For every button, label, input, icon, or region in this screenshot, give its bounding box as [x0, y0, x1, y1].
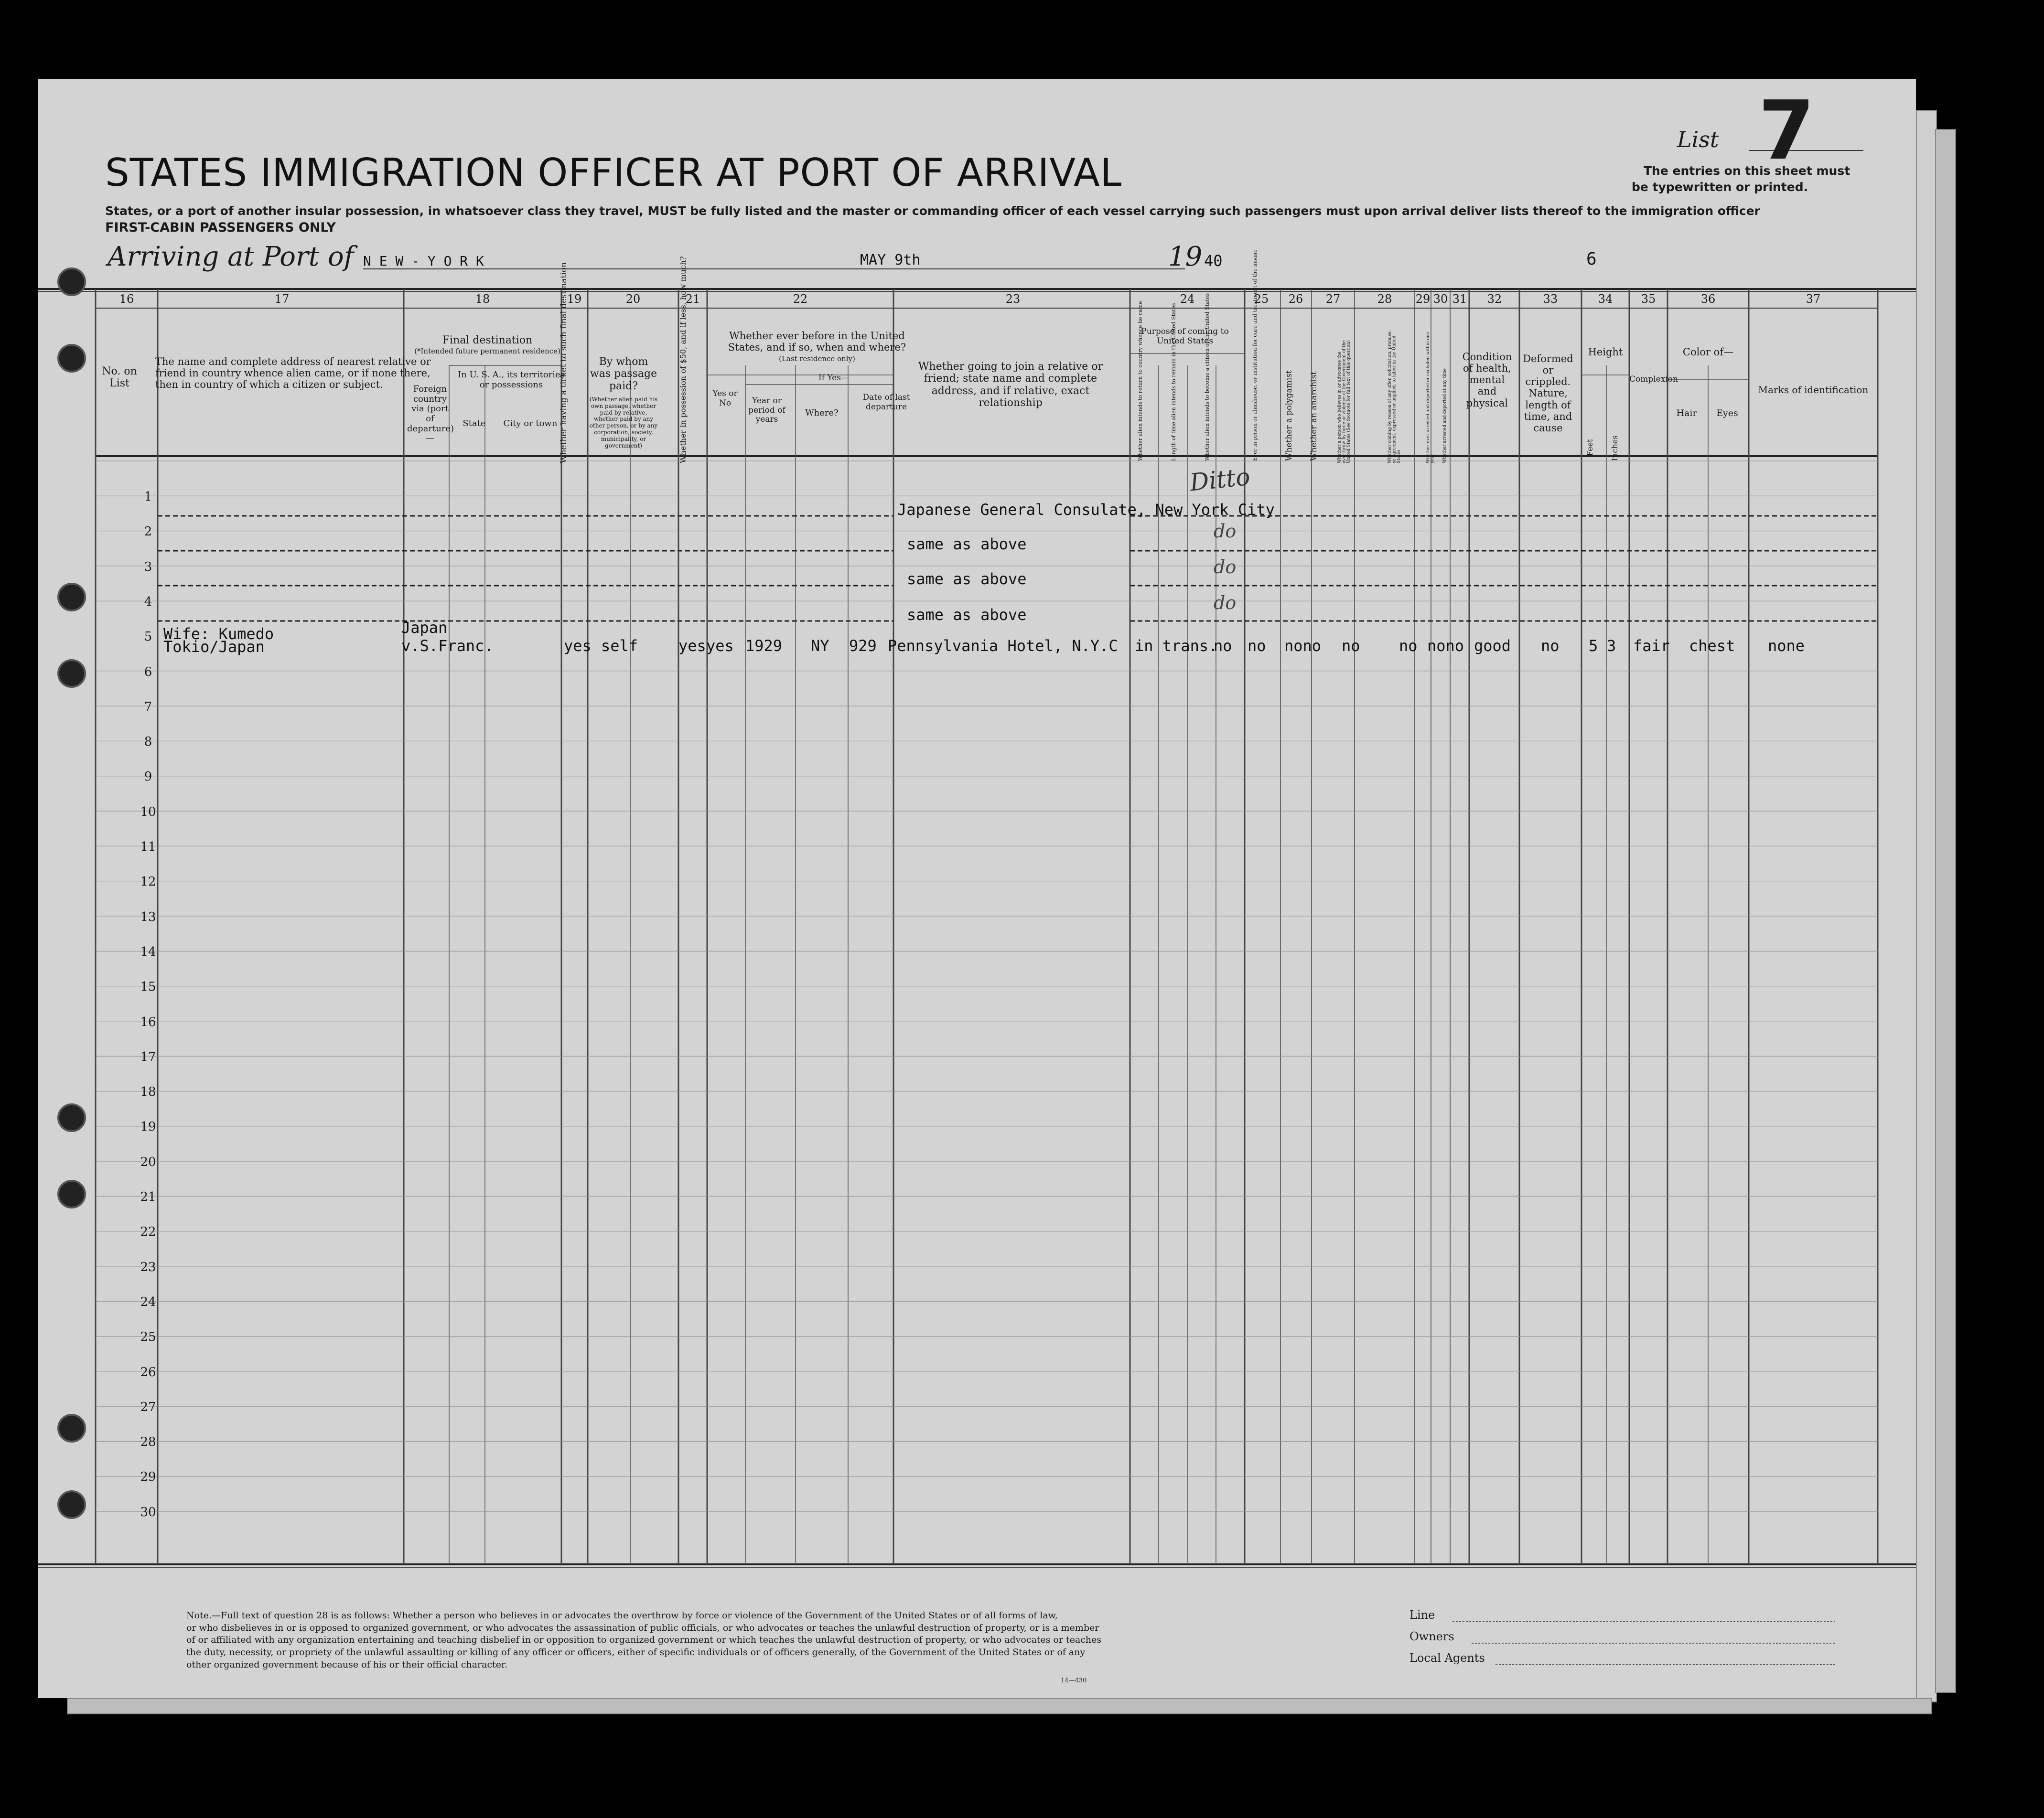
row5-departure: 929: [849, 637, 877, 655]
header-hair: Hair: [1676, 408, 1697, 418]
row-number: 26: [140, 1365, 156, 1380]
row5-health: good: [1474, 637, 1511, 655]
row4-join: same as above: [907, 606, 1027, 624]
row1-join: Japanese General Consulate, New York City: [897, 501, 1275, 519]
binder-hole: [57, 1414, 86, 1443]
column-number: 21: [685, 292, 700, 306]
column-number: 20: [625, 292, 641, 306]
header-city: City or town: [503, 418, 558, 428]
row-number: 12: [140, 875, 156, 889]
header-eyes: Eyes: [1716, 408, 1738, 418]
header-polygamist: Whether a polygamist: [1284, 370, 1294, 461]
column-number: 30: [1433, 292, 1448, 306]
header-nearest-relative: The name and complete address of nearest relative or friend in country whence alien came, or if none there, then in country of which a citizen or subject.: [155, 356, 431, 391]
column-number: 27: [1325, 292, 1341, 306]
header-anarchist: Whether an anarchist: [1309, 371, 1319, 461]
column-number: 32: [1487, 292, 1502, 306]
row-number: 16: [140, 1015, 156, 1029]
row-number: 10: [140, 804, 156, 819]
form-title: STATES IMMIGRATION OFFICER AT PORT OF ARRIVAL: [105, 150, 1122, 195]
header-ever-before: Whether ever before in the United States, and if so, when and where?: [728, 330, 906, 353]
header-deformed: Deformed or crippled. Nature, length of time, and cause: [1523, 353, 1573, 434]
header-purpose-length: Length of time alien intends to remain in the United States: [1171, 303, 1177, 461]
column-number: 35: [1641, 292, 1656, 306]
line-label: Line: [1409, 1608, 1435, 1622]
footnote-line: of or affiliated with any organization entertaining and teaching disbelief in or opposition to organized government or which teaches the unlawful destruction of property, or who advocates or teaches: [186, 1635, 1102, 1646]
row-number: 30: [140, 1505, 156, 1519]
port-value: N E W - Y O R K: [363, 253, 484, 269]
row5-purpose: in trans.: [1135, 637, 1218, 655]
column-number: 36: [1700, 292, 1716, 306]
row-number: 2: [144, 524, 152, 539]
column-number: 28: [1377, 292, 1392, 306]
column-number: 33: [1543, 292, 1558, 306]
footnote-line: Note.—Full text of question 28 is as follows: Whether a person who believes in or advocates the overthrow by force or violence of the Government of the United States or of all forms of law,: [186, 1610, 1058, 1621]
row5-complexion: fair: [1633, 637, 1670, 655]
row-number: 11: [140, 840, 156, 854]
column-number: 34: [1598, 292, 1613, 306]
form-number: 14—430: [1061, 1677, 1087, 1684]
header-in-usa: In U. S. A., its territories or possessions: [458, 370, 565, 390]
row3-join: same as above: [907, 570, 1027, 588]
row5-labor-offer: no: [1399, 637, 1418, 655]
header-health: Condition of health, mental and physical: [1462, 351, 1512, 409]
row-number: 17: [140, 1049, 156, 1064]
header-foreign-country: Foreign country via (port of departure)—: [407, 384, 454, 444]
header-final-destination: Final destination: [442, 334, 533, 346]
row5-anarchist: nono: [1284, 637, 1322, 655]
row-number: 7: [144, 699, 152, 714]
binder-hole: [57, 1180, 86, 1208]
manifest-sheet: [38, 79, 1916, 1698]
column-number: 37: [1806, 292, 1821, 306]
row5-deformed: no: [1541, 637, 1560, 655]
header-year-period: Year or period of years: [748, 396, 785, 425]
row-number: 22: [140, 1225, 156, 1240]
header-complexion: Complexion: [1629, 374, 1678, 384]
header-join-relative: Whether going to join a relative or friend; state name and complete address, and if relative, exact relationship: [918, 361, 1103, 409]
class-line: FIRST-CABIN PASSENGERS ONLY: [105, 220, 336, 235]
typewritten-note-1: The entries on this sheet must: [1644, 164, 1850, 178]
row5-marks: none: [1768, 637, 1805, 655]
row5-destination-2: v.S.Franc.: [401, 637, 494, 655]
header-passage-paid: By whom was passage paid?: [590, 356, 657, 392]
header-purpose: Purpose of coming to United States: [1141, 327, 1229, 346]
row5-feet: 5: [1589, 637, 1598, 655]
list-number: 7: [1758, 84, 1815, 178]
row5-inches: 3: [1607, 637, 1616, 655]
header-yes-no: Yes or No: [712, 389, 738, 408]
binder-hole: [57, 583, 86, 611]
header-purpose-return: Whether alien intends to return to country whence he came: [1137, 301, 1143, 461]
header-state: State: [463, 418, 486, 428]
row5-where: NY: [811, 637, 829, 655]
header-no-on-list: No. on List: [102, 365, 137, 390]
column-number: 23: [1005, 292, 1021, 306]
row5-deported: nono: [1427, 637, 1464, 655]
row-number: 25: [140, 1330, 156, 1345]
row5-destination-1: Japan: [401, 619, 448, 637]
row5-polygamist: no: [1248, 637, 1266, 655]
row-number: 18: [140, 1085, 156, 1100]
row-number: 5: [144, 630, 152, 644]
row5-overthrow: no: [1342, 637, 1360, 655]
binder-hole: [57, 659, 86, 688]
typewritten-note-2: be typewritten or printed.: [1632, 180, 1808, 194]
header-feet: Feet: [1585, 439, 1594, 456]
header-inches: Inches: [1610, 435, 1619, 461]
header-if-yes: If Yes—: [818, 373, 849, 383]
header-ever-before-sub: (Last residence only): [779, 354, 855, 363]
ditto-mark: do: [1214, 592, 1237, 613]
year-prefix: 19: [1168, 241, 1203, 272]
column-number: 17: [274, 292, 290, 306]
binder-hole: [57, 1490, 86, 1519]
row-number: 29: [140, 1470, 156, 1485]
ditto-mark: do: [1214, 556, 1237, 577]
row5-year: 1929: [745, 637, 783, 655]
row-number: 27: [140, 1400, 156, 1414]
footnote-line: or who disbelieves in or is opposed to organized government, or who advocates the assassination of public officials, or who advocates or teaches the unlawful destruction of property, or is a member: [186, 1622, 1099, 1633]
row-number: 23: [140, 1260, 156, 1274]
header-ticket: Whether having a ticket to such final destination: [559, 262, 569, 463]
header-overthrow: Whether a person who believes in or advocates the overthrow by force or violence of the Government of the United States (See footnote for full text of this question): [1337, 340, 1351, 463]
page-stack-edge: [1916, 110, 1937, 1702]
binder-hole: [57, 267, 86, 296]
row-number: 19: [140, 1120, 156, 1134]
row-number: 8: [144, 735, 152, 749]
arriving-label: Arriving at Port of: [108, 241, 354, 272]
footnote-line: the duty, necessity, or propriety of the unlawful assaulting or killing of any officer or officers, either of specific individuals or of officers generally, of the Government of the United States or of any: [186, 1647, 1086, 1658]
header-final-destination-sub: (*Intended future permanent residence): [414, 347, 560, 355]
year-suffix: 40: [1204, 252, 1223, 270]
row5-before-yes: yes: [706, 637, 734, 655]
header-last-departure: Date of last departure: [862, 393, 910, 412]
row-number: 13: [140, 909, 156, 924]
row1-handwritten-ditto: Ditto: [1188, 462, 1252, 497]
row-number: 6: [144, 664, 152, 679]
header-deported-year: Whether ever arrested and deported or excluded within one year: [1426, 332, 1435, 463]
header-prison: Ever in prison or almshouse, or institution for care and treatment of the insane: [1252, 249, 1258, 461]
column-number: 24: [1180, 292, 1195, 306]
column-number: 31: [1452, 292, 1467, 306]
footnote: [186, 1610, 1285, 1671]
instruction-line: States, or a port of another insular possession, in whatsoever class they travel, MUST be fully listed and the master or commanding officer of each vessel carrying such passengers must upon arrival deliver lists thereof to the immigration officer: [105, 204, 1761, 218]
list-label: List: [1677, 127, 1719, 152]
page-stack-edge: [1935, 129, 1956, 1693]
header-color: Color of—: [1682, 346, 1734, 358]
row5-prison: no: [1214, 637, 1232, 655]
column-number: 16: [119, 292, 134, 306]
row-number: 3: [144, 559, 152, 574]
row5-hair-eyes: chest: [1689, 637, 1735, 655]
row-number: 9: [144, 770, 152, 784]
row-number: 14: [140, 944, 156, 959]
arrival-date: MAY 9th: [860, 252, 921, 268]
binder-hole: [57, 344, 86, 373]
column-number: 26: [1288, 292, 1303, 306]
row5-join: Pennsylvania Hotel, N.Y.C: [888, 637, 1118, 655]
column-number: 25: [1254, 292, 1269, 306]
header-fifty-dollars: Whether in possession of $50, and if less, how much?: [678, 256, 688, 463]
form-grid: [38, 79, 1916, 1698]
column-number: 29: [1415, 292, 1431, 306]
local-agents-label: Local Agents: [1409, 1651, 1485, 1665]
row5-ticket: yes: [564, 637, 592, 655]
page-stack-edge: [67, 1698, 1932, 1714]
row-number: 21: [140, 1190, 156, 1204]
header-deported-any: Whether arrested and deported at any time: [1442, 368, 1447, 463]
column-number: 18: [475, 292, 490, 306]
row5-relative-1: Wife: Kumedo: [163, 625, 274, 643]
ditto-mark: do: [1214, 521, 1237, 542]
header-labor-offer: Whether coming by reason of any offer, solicitation, promise, or agreement, expressed or implied, to labor in the United States: [1388, 330, 1401, 463]
row2-join: same as above: [907, 535, 1027, 553]
row-number: 1: [144, 490, 152, 504]
row-number: 28: [140, 1435, 156, 1450]
row5-relative-2: Tokio/Japan: [163, 638, 265, 656]
row-number: 24: [140, 1294, 156, 1309]
row-number: 20: [140, 1155, 156, 1169]
handwritten-mark: 6: [1586, 249, 1597, 269]
footnote-line: other organized government because of his or their official character.: [186, 1659, 508, 1670]
column-number: 19: [567, 292, 582, 306]
header-passage-paid-sub: (Whether alien paid his own passage, whether paid by relative, whether paid by any other person, or by any corporation, society, municipality, or government): [589, 396, 658, 449]
row5-money: yes: [678, 637, 706, 655]
column-number: 22: [793, 292, 808, 306]
owners-label: Owners: [1409, 1630, 1454, 1643]
binder-hole: [57, 1103, 86, 1132]
header-marks: Marks of identification: [1758, 384, 1869, 396]
header-height: Height: [1588, 346, 1623, 358]
row-number: 15: [140, 980, 156, 995]
row5-paid-by: self: [601, 637, 638, 655]
header-purpose-citizen: Whether alien intends to become a citizen of the United States: [1204, 293, 1210, 461]
header-where: Where?: [805, 408, 839, 418]
row-number: 4: [144, 594, 152, 609]
